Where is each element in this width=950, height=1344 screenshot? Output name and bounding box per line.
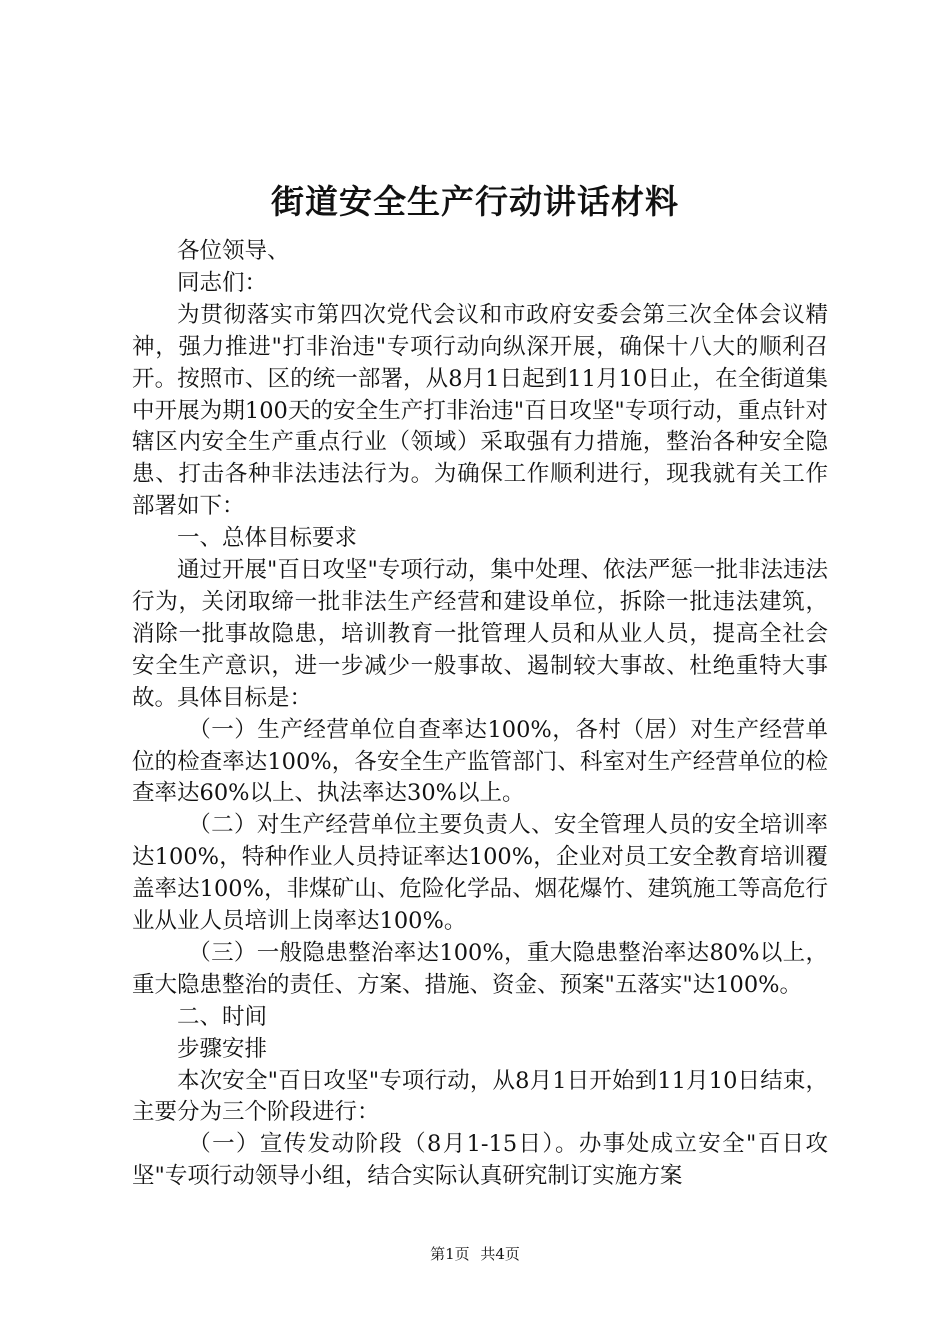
page-footer <box>0 1244 950 1264</box>
section-heading-2-cont: 步骤安排 <box>177 1035 268 1062</box>
salutation-line-1: 各位领导、 <box>177 238 290 264</box>
section-heading-2: 二、时间 <box>177 1003 268 1030</box>
paragraph: 通过开展"百日攻坚"专项行动，集中处理、依法严惩一批非法违法行为，关闭取缔一批非法生产经营和建设单位，拆除一批违法建筑，消除一批事故隐患，培训教育一批管理人员和从业人员，提高全社会安全生产意识，进一步减少一般事故、遏制较大事故、杜绝重特大事故。具体目标是： <box>132 557 828 711</box>
page-total: 共4页 <box>480 1245 520 1263</box>
sub-item-3: （三）一般隐患整治率达100%，重大隐患整治率达80%以上，重大隐患整治的责任、方案、措施、资金、预案"五落实"达100%。 <box>132 939 828 998</box>
sub-item-2: （二）对生产经营单位主要负责人、安全管理人员的安全培训率达100%，特种作业人员持证率达100%，企业对员工安全教育培训覆盖率达100%，非煤矿山、危险化学品、烟花爆竹、建筑施工等高危行业从业人员培训上岗率达100%。 <box>132 812 828 935</box>
intro-paragraph: 为贯彻落实市第四次党代会议和市政府安委会第三次全体会议精神，强力推进"打非治违"专项行动向纵深开展，确保十八大的顺利召开。按照市、区的统一部署，从8月1日起到11月10日止，在全街道集中开展为期100天的安全生产打非治违"百日攻坚"专项行动，重点针对辖区内安全生产重点行业（领域）采取强有力措施，整治各种安全隐患、打击各种非法违法行为。为确保工作顺利进行，现我就有关工作部署如下： <box>132 301 828 520</box>
document-title: 街道安全生产行动讲话材料 <box>271 182 679 221</box>
document-body <box>132 236 828 1193</box>
page-number: 第1页 <box>430 1245 470 1263</box>
salutation-line-2: 同志们： <box>177 269 268 296</box>
section-heading-1: 一、总体目标要求 <box>177 525 358 552</box>
sub-item-1: （一）生产经营单位自查率达100%，各村（居）对生产经营单位的检查率达100%，各安全生产监管部门、科室对生产经营单位的检查率达60%以上、执法率达30%以上。 <box>132 716 828 807</box>
paragraph: 本次安全"百日攻坚"专项行动，从8月1日开始到11月10日结束，主要分为三个阶段进行： <box>132 1067 828 1126</box>
stage-item-1: （一）宣传发动阶段（8月1-15日）。办事处成立安全"百日攻坚"专项行动领导小组，结合实际认真研究制订实施方案 <box>132 1131 828 1190</box>
